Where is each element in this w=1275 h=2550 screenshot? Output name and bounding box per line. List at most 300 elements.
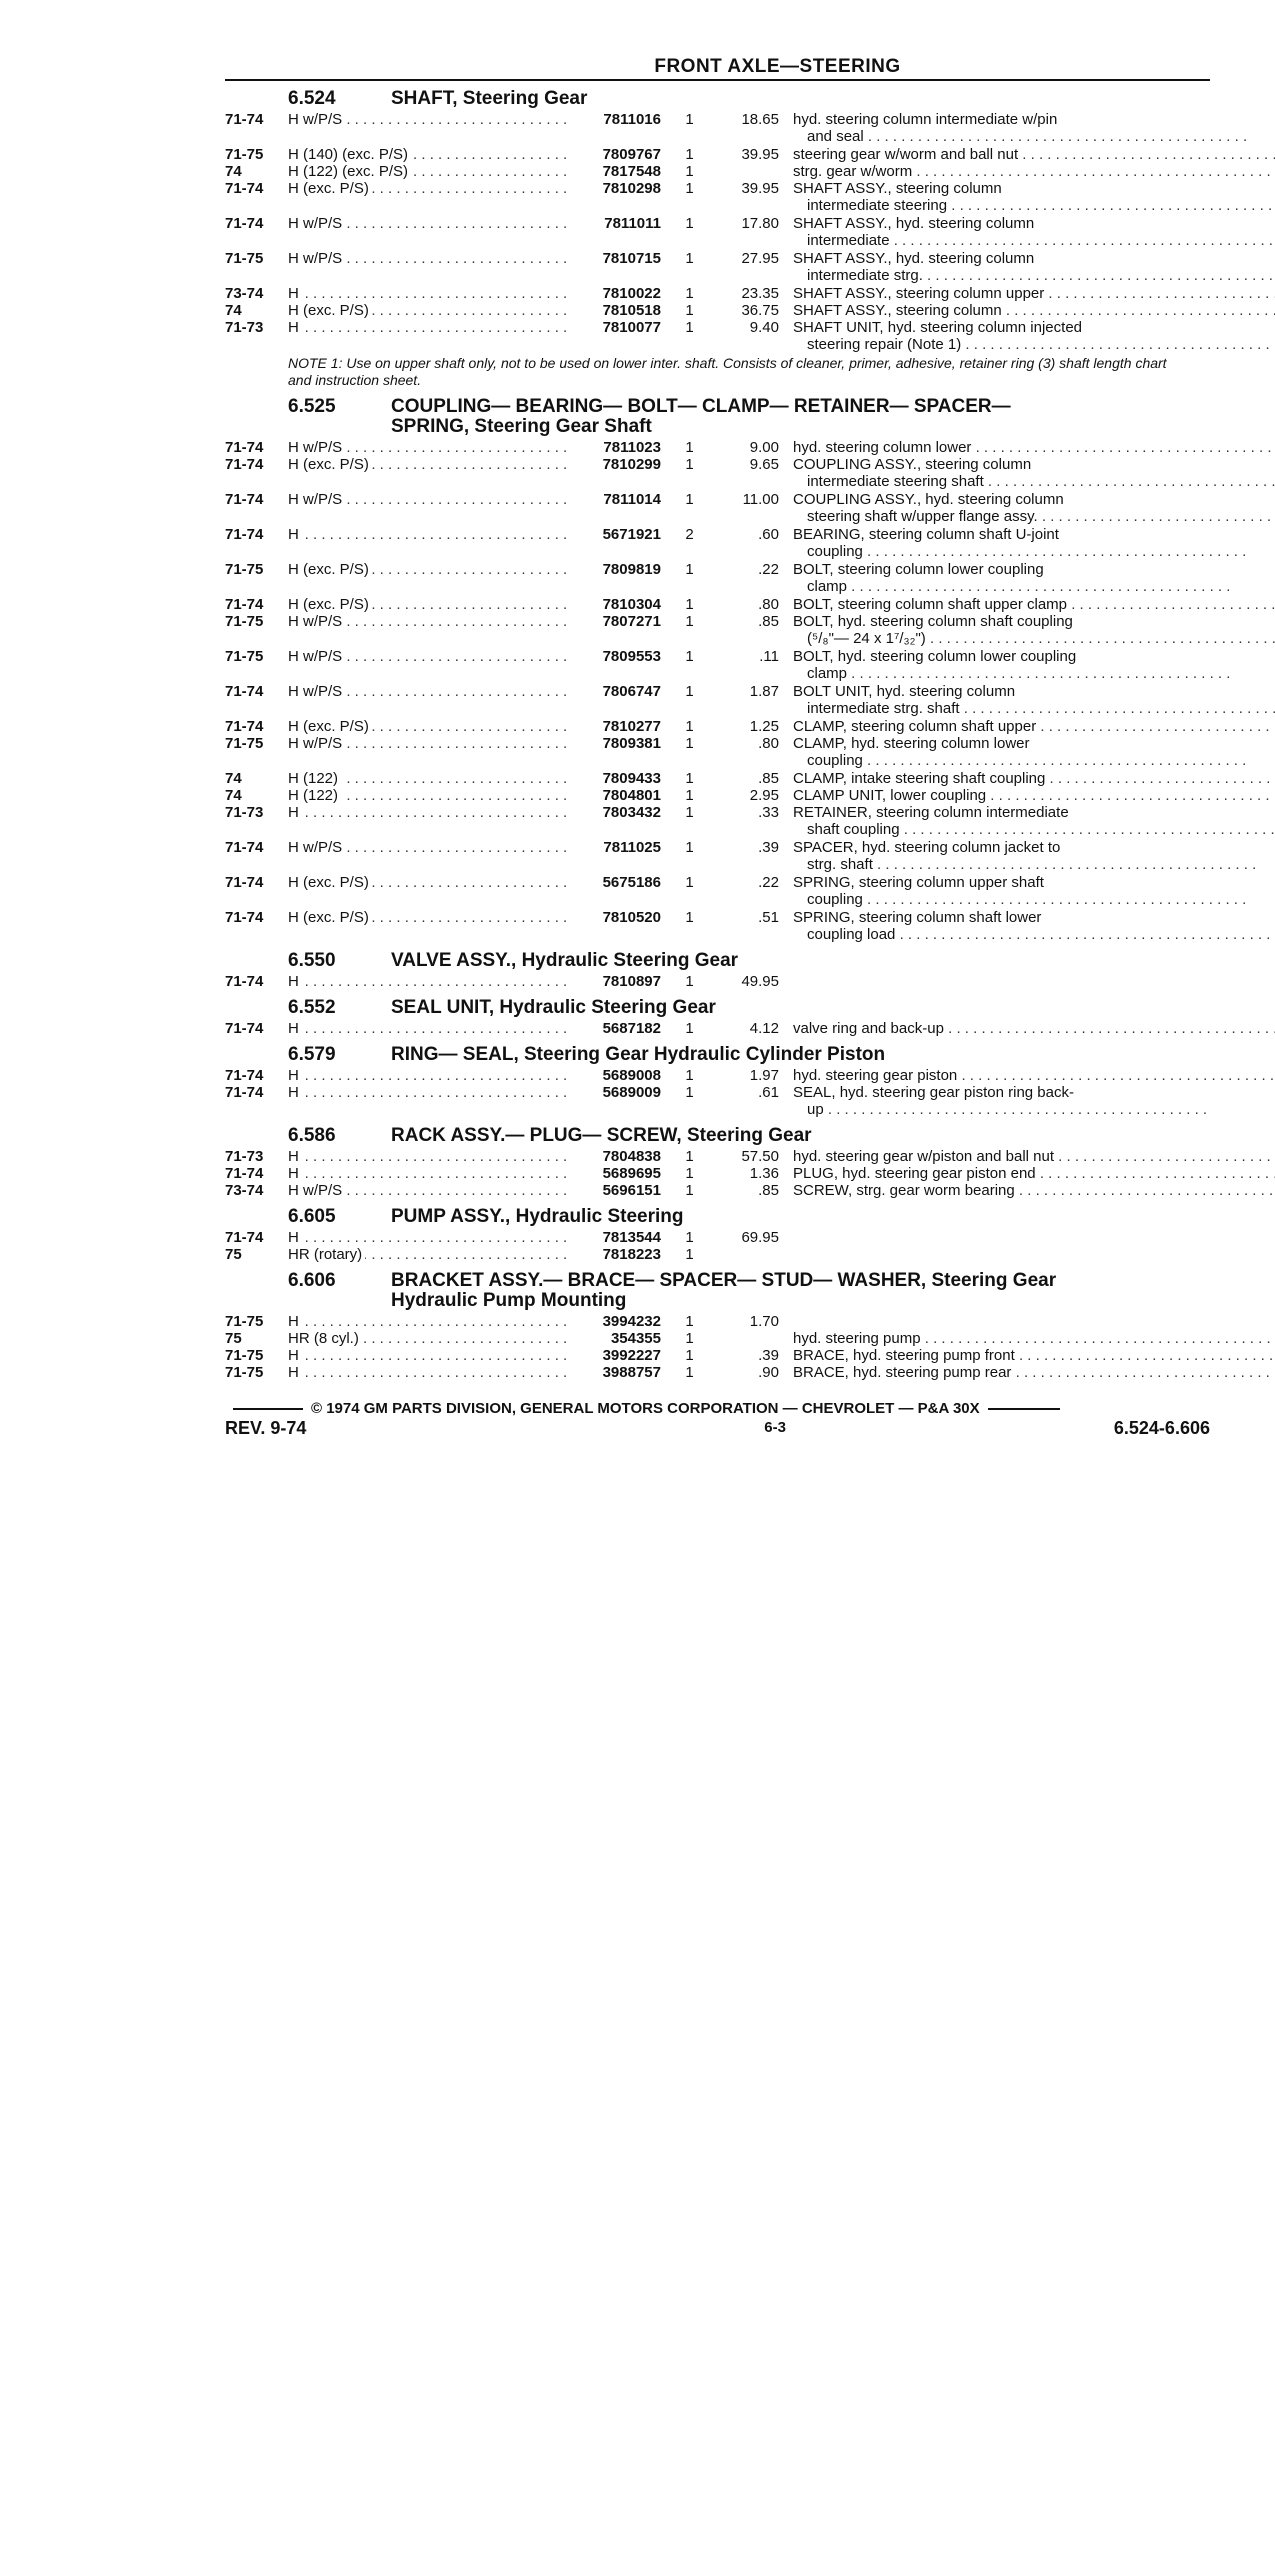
parts-table — [225, 973, 1210, 990]
model-application — [288, 787, 571, 804]
model-application — [288, 1330, 571, 1347]
model-application — [288, 491, 571, 508]
parts-table — [225, 111, 1210, 353]
part-number: 7810520 — [602, 909, 661, 926]
model-application — [288, 874, 571, 891]
part-row — [225, 1347, 1210, 1364]
section-heading — [225, 1045, 1210, 1065]
part-number: 7804838 — [602, 1148, 661, 1165]
section-title — [391, 951, 1210, 971]
model-text: H (exc. P/S) — [288, 302, 372, 319]
quantity: 1 — [685, 787, 694, 804]
quantity: 1 — [685, 973, 694, 990]
part-description — [779, 1347, 1275, 1364]
part-row — [225, 491, 1210, 525]
part-description — [779, 180, 1275, 214]
model-text: HR (8 cyl.) — [288, 1330, 362, 1347]
model-application — [288, 319, 571, 336]
quantity: 1 — [685, 1229, 694, 1246]
quantity: 1 — [685, 1182, 694, 1199]
part-description — [779, 1084, 1210, 1118]
model-years: 74 — [225, 787, 242, 804]
model-years: 71-75 — [225, 1347, 264, 1364]
section-number: 6.605 — [288, 1206, 336, 1227]
section-6-605 — [225, 1207, 1210, 1263]
price: 39.95 — [741, 180, 779, 197]
part-number: 7811014 — [603, 491, 661, 508]
model-text: H w/P/S — [288, 439, 345, 456]
model-text: H w/P/S — [288, 683, 345, 700]
model-years: 71-74 — [225, 683, 264, 700]
section-6-552 — [225, 998, 1210, 1037]
quantity: 1 — [685, 596, 694, 613]
price: 17.80 — [741, 215, 779, 232]
model-text: H (140) (exc. P/S) — [288, 146, 411, 163]
price: 9.40 — [749, 319, 779, 336]
price: .60 — [758, 526, 779, 543]
section-heading — [225, 89, 1210, 109]
part-row — [225, 1313, 1210, 1330]
model-years: 74 — [225, 163, 242, 180]
model-application — [288, 1084, 571, 1101]
description-line: SHAFT UNIT, hyd. steering column injected — [793, 319, 1083, 336]
model-text: H — [288, 1347, 302, 1364]
description-line: SPRING, steering column upper shaft — [793, 874, 1044, 891]
part-description — [779, 804, 1275, 838]
section-title-line: RACK ASSY.— PLUG— SCREW, Steering Gear — [391, 1125, 812, 1146]
part-number: 7810077 — [602, 319, 661, 336]
copyright-text: © 1974 GM PARTS DIVISION, GENERAL MOTORS CORPORATION — CHEVROLET — P&A 30X — [311, 1400, 980, 1417]
description-line: CLAMP UNIT, lower coupling . . . — [793, 787, 1275, 804]
part-row — [225, 526, 1210, 560]
quantity: 1 — [685, 146, 694, 163]
description-line: BOLT, steering column shaft upper clamp . . . — [793, 596, 1275, 613]
model-text: H — [288, 1313, 302, 1330]
model-years: 71-74 — [225, 1084, 264, 1101]
description-line: intermediate steering shaft . . . — [793, 473, 1275, 490]
part-description — [779, 163, 1275, 180]
model-text: H (exc. P/S) — [288, 596, 372, 613]
quantity: 1 — [685, 1084, 694, 1101]
section-heading — [225, 1271, 1210, 1311]
part-description — [779, 439, 1275, 456]
part-number: 7809767 — [602, 146, 661, 163]
revision-label: REV. 9-74 — [225, 1418, 307, 1438]
quantity: 1 — [685, 1148, 694, 1165]
model-years: 71-74 — [225, 874, 264, 891]
section-number: 6.525 — [288, 396, 336, 417]
model-years: 71-73 — [225, 1148, 264, 1165]
part-row — [225, 770, 1210, 787]
section-6-606 — [225, 1271, 1210, 1381]
description-line: hyd. steering pump . . . — [793, 1330, 1275, 1347]
part-number: 7809819 — [602, 561, 661, 578]
quantity: 1 — [685, 874, 694, 891]
model-text: H — [288, 1165, 302, 1182]
part-row — [225, 596, 1210, 613]
section-6-579 — [225, 1045, 1210, 1118]
model-text: H — [288, 526, 302, 543]
model-text: H (exc. P/S) — [288, 561, 372, 578]
part-number: 5689695 — [602, 1165, 661, 1182]
description-line: PLUG, hyd. steering gear piston end . . . — [793, 1165, 1275, 1182]
part-number: 7810518 — [602, 302, 661, 319]
description-line: clamp . . . — [793, 665, 1230, 682]
section-title-line: COUPLING— BEARING— BOLT— CLAMP— RETAINER— SPACER— — [391, 396, 1011, 417]
price: 49.95 — [741, 973, 779, 990]
part-number: 7809553 — [602, 648, 661, 665]
description-line: coupling load . . . — [793, 926, 1275, 943]
part-number: 5687182 — [602, 1020, 661, 1037]
part-description — [779, 1330, 1275, 1347]
footer-info — [225, 1418, 1210, 1438]
description-line: CLAMP, intake steering shaft coupling . . . — [793, 770, 1275, 787]
part-row — [225, 839, 1210, 873]
model-text: H — [288, 804, 302, 821]
model-application — [288, 648, 571, 665]
quantity: 1 — [685, 319, 694, 336]
description-line: steering repair (Note 1) . . . — [793, 336, 1275, 353]
quantity: 1 — [685, 1246, 694, 1263]
quantity: 1 — [685, 613, 694, 630]
price: 57.50 — [741, 1148, 779, 1165]
part-number: 7810304 — [602, 596, 661, 613]
part-description — [779, 613, 1275, 647]
parts-table — [225, 1229, 1210, 1263]
model-years: 71-74 — [225, 111, 264, 128]
section-title — [391, 1126, 1210, 1146]
description-line: and seal . . . — [793, 128, 1247, 145]
description-line: intermediate strg. . . . — [793, 267, 1275, 284]
price: .39 — [758, 839, 779, 856]
description-line: COUPLING ASSY., hyd. steering column — [793, 491, 1064, 508]
parts-table — [225, 1148, 1210, 1199]
quantity: 1 — [685, 909, 694, 926]
part-row — [225, 319, 1210, 353]
price: 1.25 — [749, 718, 779, 735]
model-years: 73-74 — [225, 1182, 264, 1199]
model-application — [288, 215, 571, 232]
description-line: SPRING, steering column shaft lower — [793, 909, 1042, 926]
part-number: 7811023 — [603, 439, 661, 456]
description-line: SHAFT ASSY., steering column upper . . . — [793, 285, 1275, 302]
part-row — [225, 613, 1210, 647]
quantity: 1 — [685, 250, 694, 267]
model-years: 71-75 — [225, 1313, 264, 1330]
model-application — [288, 1067, 571, 1084]
model-years: 71-75 — [225, 735, 264, 752]
part-description — [779, 146, 1275, 163]
section-6-586 — [225, 1126, 1210, 1199]
quantity: 1 — [685, 683, 694, 700]
description-line: SPACER, hyd. steering column jacket to — [793, 839, 1061, 856]
description-line: valve ring and back-up . . . — [793, 1020, 1275, 1037]
description-line: SCREW, strg. gear worm bearing . . . — [793, 1182, 1275, 1199]
section-6-525 — [225, 397, 1210, 943]
model-application — [288, 146, 571, 163]
model-years: 71-74 — [225, 973, 264, 990]
model-application — [288, 561, 571, 578]
part-description — [779, 1165, 1275, 1182]
parts-table — [225, 1067, 1210, 1118]
section-title-line: SEAL UNIT, Hydraulic Steering Gear — [391, 997, 716, 1018]
part-description — [779, 648, 1230, 682]
quantity: 1 — [685, 111, 694, 128]
section-heading — [225, 951, 1210, 971]
section-title-line: VALVE ASSY., Hydraulic Steering Gear — [391, 950, 739, 971]
price: .39 — [758, 1347, 779, 1364]
description-line: shaft coupling . . . — [793, 821, 1275, 838]
description-line: clamp . . . — [793, 578, 1230, 595]
quantity: 1 — [685, 1067, 694, 1084]
quantity: 1 — [685, 1364, 694, 1381]
price: 4.12 — [749, 1020, 779, 1037]
part-row — [225, 735, 1210, 769]
part-number: 7817548 — [602, 163, 661, 180]
description-line: hyd. steering column lower . . . — [793, 439, 1275, 456]
part-description — [779, 285, 1275, 302]
section-list — [225, 89, 1210, 1381]
model-years: 71-74 — [225, 526, 264, 543]
quantity: 1 — [685, 839, 694, 856]
price: 1.87 — [749, 683, 779, 700]
part-description — [779, 302, 1275, 319]
price: 9.00 — [749, 439, 779, 456]
part-number: 7806747 — [602, 683, 661, 700]
model-years: 71-75 — [225, 250, 264, 267]
part-row — [225, 439, 1210, 456]
model-application — [288, 456, 571, 473]
price: .22 — [758, 561, 779, 578]
quantity: 1 — [685, 770, 694, 787]
parts-table — [225, 1020, 1210, 1037]
model-text: H — [288, 319, 302, 336]
model-text: HR (rotary) — [288, 1246, 365, 1263]
section-title-line: BRACKET ASSY.— BRACE— SPACER— STUD— WASHER, Steering Gear — [391, 1270, 1057, 1291]
model-years: 71-74 — [225, 215, 264, 232]
part-description — [779, 1364, 1275, 1381]
quantity: 1 — [685, 285, 694, 302]
quantity: 1 — [685, 804, 694, 821]
price: 11.00 — [742, 491, 779, 508]
model-years: 71-75 — [225, 648, 264, 665]
price: 36.75 — [741, 302, 779, 319]
quantity: 1 — [685, 735, 694, 752]
part-row — [225, 1364, 1210, 1381]
part-number: 7810277 — [602, 718, 661, 735]
description-line: SHAFT ASSY., hyd. steering column — [793, 250, 1035, 267]
model-years: 75 — [225, 1246, 242, 1263]
quantity: 1 — [685, 718, 694, 735]
model-application — [288, 1313, 571, 1330]
model-text: H w/P/S — [288, 111, 345, 128]
model-text: H w/P/S — [288, 839, 345, 856]
model-years: 71-74 — [225, 1020, 264, 1037]
description-line: steering gear w/worm and ball nut . . . — [793, 146, 1275, 163]
description-line: CLAMP, steering column shaft upper . . . — [793, 718, 1275, 735]
model-application — [288, 1020, 571, 1037]
part-description — [779, 526, 1246, 560]
quantity: 1 — [685, 1020, 694, 1037]
part-row — [225, 1067, 1210, 1084]
part-description — [779, 683, 1275, 717]
part-number: 7811011 — [604, 215, 661, 232]
part-number: 5696151 — [602, 1182, 661, 1199]
price: 1.70 — [749, 1313, 779, 1330]
model-text: H (122) (exc. P/S) — [288, 163, 411, 180]
part-number: 7811025 — [603, 839, 661, 856]
model-application — [288, 1364, 571, 1381]
model-application — [288, 1229, 571, 1246]
price: .90 — [758, 1364, 779, 1381]
price: 23.35 — [741, 285, 779, 302]
section-number: 6.586 — [288, 1125, 336, 1146]
model-text: H — [288, 973, 302, 990]
description-line: RETAINER, steering column intermediate — [793, 804, 1069, 821]
part-number: 5689008 — [602, 1067, 661, 1084]
model-text: H w/P/S — [288, 613, 345, 630]
description-line: hyd. steering column intermediate w/pin — [793, 111, 1058, 128]
model-text: H (exc. P/S) — [288, 909, 372, 926]
model-years: 71-74 — [225, 1067, 264, 1084]
model-application — [288, 1182, 571, 1199]
part-row — [225, 787, 1210, 804]
section-title — [391, 89, 1210, 109]
description-line: coupling . . . — [793, 543, 1246, 560]
part-number: 7809381 — [602, 735, 661, 752]
quantity: 1 — [685, 1313, 694, 1330]
parts-table — [225, 439, 1210, 943]
price: .80 — [758, 735, 779, 752]
model-years: 71-75 — [225, 146, 264, 163]
part-row — [225, 180, 1210, 214]
part-row — [225, 648, 1210, 682]
copyright-line — [225, 1400, 1210, 1418]
price: .80 — [758, 596, 779, 613]
model-text: H — [288, 1067, 302, 1084]
part-row — [225, 250, 1210, 284]
description-line: intermediate steering . . . — [793, 197, 1275, 214]
description-line: BOLT, steering column lower coupling — [793, 561, 1044, 578]
model-years: 71-74 — [225, 596, 264, 613]
part-row — [225, 146, 1210, 163]
head-rule — [225, 79, 1210, 81]
part-description — [779, 215, 1273, 249]
price: 18.65 — [741, 111, 779, 128]
quantity: 1 — [685, 180, 694, 197]
price: .85 — [758, 1182, 779, 1199]
part-number: 7810022 — [602, 285, 661, 302]
part-row — [225, 1182, 1210, 1199]
part-description — [779, 787, 1275, 804]
part-row — [225, 285, 1210, 302]
model-years: 71-74 — [225, 839, 264, 856]
model-application — [288, 804, 571, 821]
part-description — [779, 839, 1256, 873]
section-6-550 — [225, 951, 1210, 990]
description-line: BOLT UNIT, hyd. steering column — [793, 683, 1016, 700]
page-number: 6-3 — [764, 1419, 786, 1436]
part-description — [779, 1067, 1275, 1084]
footer-rule-left — [233, 1408, 303, 1410]
price: 1.97 — [749, 1067, 779, 1084]
part-row — [225, 1165, 1210, 1182]
quantity: 2 — [685, 526, 694, 543]
part-number: 7803432 — [602, 804, 661, 821]
model-years: 71-73 — [225, 319, 264, 336]
section-title-line: PUMP ASSY., Hydraulic Steering — [391, 1206, 684, 1227]
model-text: H w/P/S — [288, 215, 345, 232]
description-line: BOLT, hyd. steering column shaft coupling — [793, 613, 1073, 630]
model-years: 73-74 — [225, 285, 264, 302]
model-application — [288, 770, 571, 787]
section-title-line: SHAFT, Steering Gear — [391, 88, 588, 109]
section-number: 6.579 — [288, 1044, 336, 1065]
part-row — [225, 456, 1210, 490]
model-application — [288, 596, 571, 613]
model-application — [288, 526, 571, 543]
price: .33 — [758, 804, 779, 821]
model-application — [288, 439, 571, 456]
part-number: 5671921 — [602, 526, 661, 543]
model-years: 71-74 — [225, 491, 264, 508]
model-application — [288, 111, 571, 128]
part-description — [779, 874, 1246, 908]
part-description — [779, 561, 1230, 595]
model-text: H — [288, 1229, 302, 1246]
part-number: 7811016 — [603, 111, 661, 128]
section-title — [391, 998, 1210, 1018]
model-years: 71-74 — [225, 909, 264, 926]
part-number: 7807271 — [602, 613, 661, 630]
model-application — [288, 839, 571, 856]
section-heading — [225, 998, 1210, 1018]
model-text: H w/P/S — [288, 735, 345, 752]
model-text: H w/P/S — [288, 250, 345, 267]
part-row — [225, 718, 1210, 735]
model-application — [288, 163, 571, 180]
part-description — [779, 250, 1275, 284]
part-number: 3994232 — [602, 1313, 661, 1330]
model-text: H (exc. P/S) — [288, 718, 372, 735]
model-years: 71-75 — [225, 613, 264, 630]
model-text: H — [288, 1084, 302, 1101]
section-note: NOTE 1: Use on upper shaft only, not to be used on lower inter. shaft. Consists of cleaner, primer, adhesive, retainer ring (3) shaft length chart and instruction sheet. — [288, 355, 1167, 388]
part-number: 3992227 — [602, 1347, 661, 1364]
page-footer — [225, 1400, 1210, 1438]
part-description — [779, 770, 1275, 787]
part-description — [779, 491, 1275, 525]
model-application — [288, 735, 571, 752]
section-number: 6.550 — [288, 950, 336, 971]
description-line: intermediate . . . — [793, 232, 1273, 249]
section-title-line: SPRING, Steering Gear Shaft — [391, 416, 652, 437]
quantity: 1 — [685, 1165, 694, 1182]
part-number: 7809433 — [602, 770, 661, 787]
model-text: H — [288, 1364, 302, 1381]
part-row — [225, 1020, 1210, 1037]
part-number: 7804801 — [602, 787, 661, 804]
model-application — [288, 285, 571, 302]
part-description — [779, 596, 1275, 613]
quantity: 1 — [685, 439, 694, 456]
section-title — [391, 1207, 1210, 1227]
price: 2.95 — [749, 787, 779, 804]
part-number: 7810298 — [602, 180, 661, 197]
part-number: 7813544 — [602, 1229, 661, 1246]
model-years: 71-74 — [225, 718, 264, 735]
model-years: 71-74 — [225, 180, 264, 197]
